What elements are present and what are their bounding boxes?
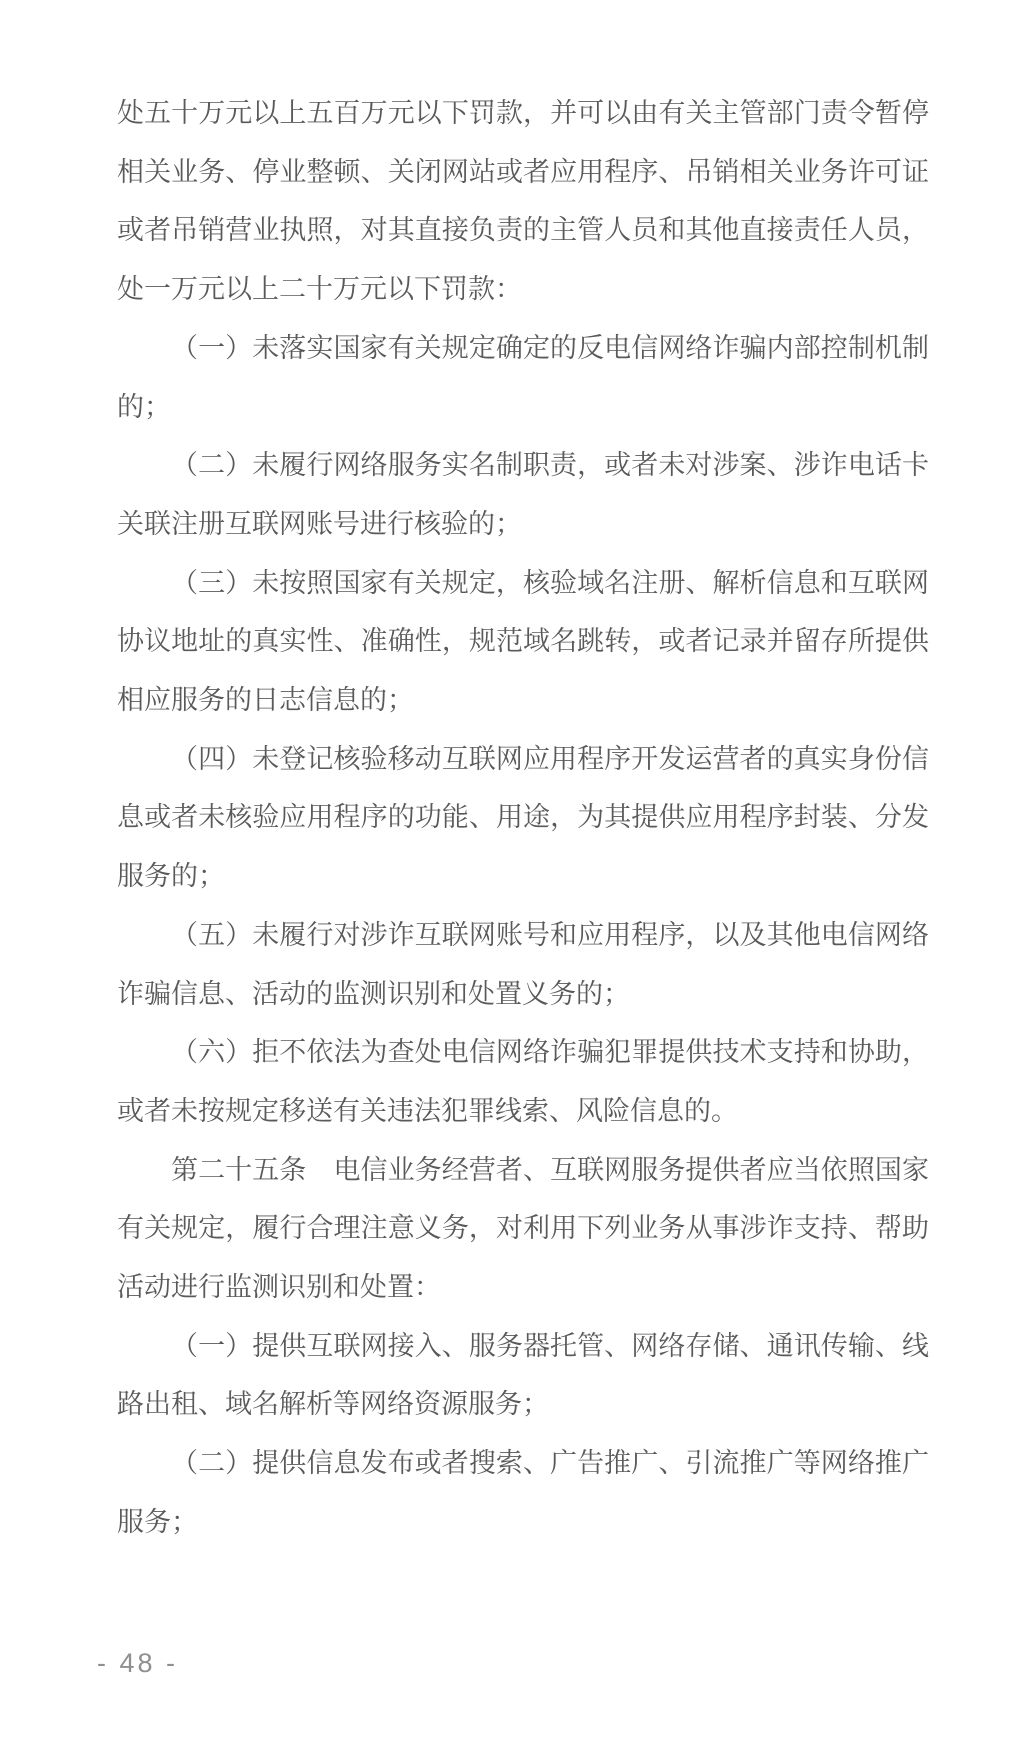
paragraph: （一）未落实国家有关规定确定的反电信网络诈骗内部控制机制的；	[117, 332, 929, 422]
paragraph: （六）拒不依法为查处电信网络诈骗犯罪提供技术支持和协助，或者未按规定移送有关违法犯罪线索、风险信息的。	[117, 1037, 929, 1126]
page-number: - 48 -	[97, 1648, 179, 1678]
body-text-block	[117, 84, 929, 1552]
paragraph: 处五十万元以上五百万元以下罚款，并可以由有关主管部门责令暂停相关业务、停业整顿、关闭网站或者应用程序、吊销相关业务许可证或者吊销营业执照，对其直接负责的主管人员和其他直接责任人员，处一万元以上二十万元以下罚款：	[117, 98, 929, 305]
paragraph: （三）未按照国家有关规定，核验域名注册、解析信息和互联网协议地址的真实性、准确性，规范域名跳转，或者记录并留存所提供相应服务的日志信息的；	[117, 567, 929, 716]
paragraph: （一）提供互联网接入、服务器托管、网络存储、通讯传输、线路出租、域名解析等网络资源服务；	[117, 1330, 929, 1420]
paragraph: （二）提供信息发布或者搜索、广告推广、引流推广等网络推广服务；	[117, 1448, 929, 1537]
paragraph: （二）未履行网络服务实名制职责，或者未对涉案、涉诈电话卡关联注册互联网账号进行核验的；	[117, 450, 929, 539]
paragraph-article-25: 第二十五条 电信业务经营者、互联网服务提供者应当依照国家有关规定，履行合理注意义务，对利用下列业务从事涉诈支持、帮助活动进行监测识别和处置：	[117, 1154, 929, 1303]
paragraph: （四）未登记核验移动互联网应用程序开发运营者的真实身份信息或者未核验应用程序的功能、用途，为其提供应用程序封装、分发服务的；	[117, 743, 929, 892]
paragraph: （五）未履行对涉诈互联网账号和应用程序，以及其他电信网络诈骗信息、活动的监测识别和处置义务的；	[117, 919, 929, 1009]
